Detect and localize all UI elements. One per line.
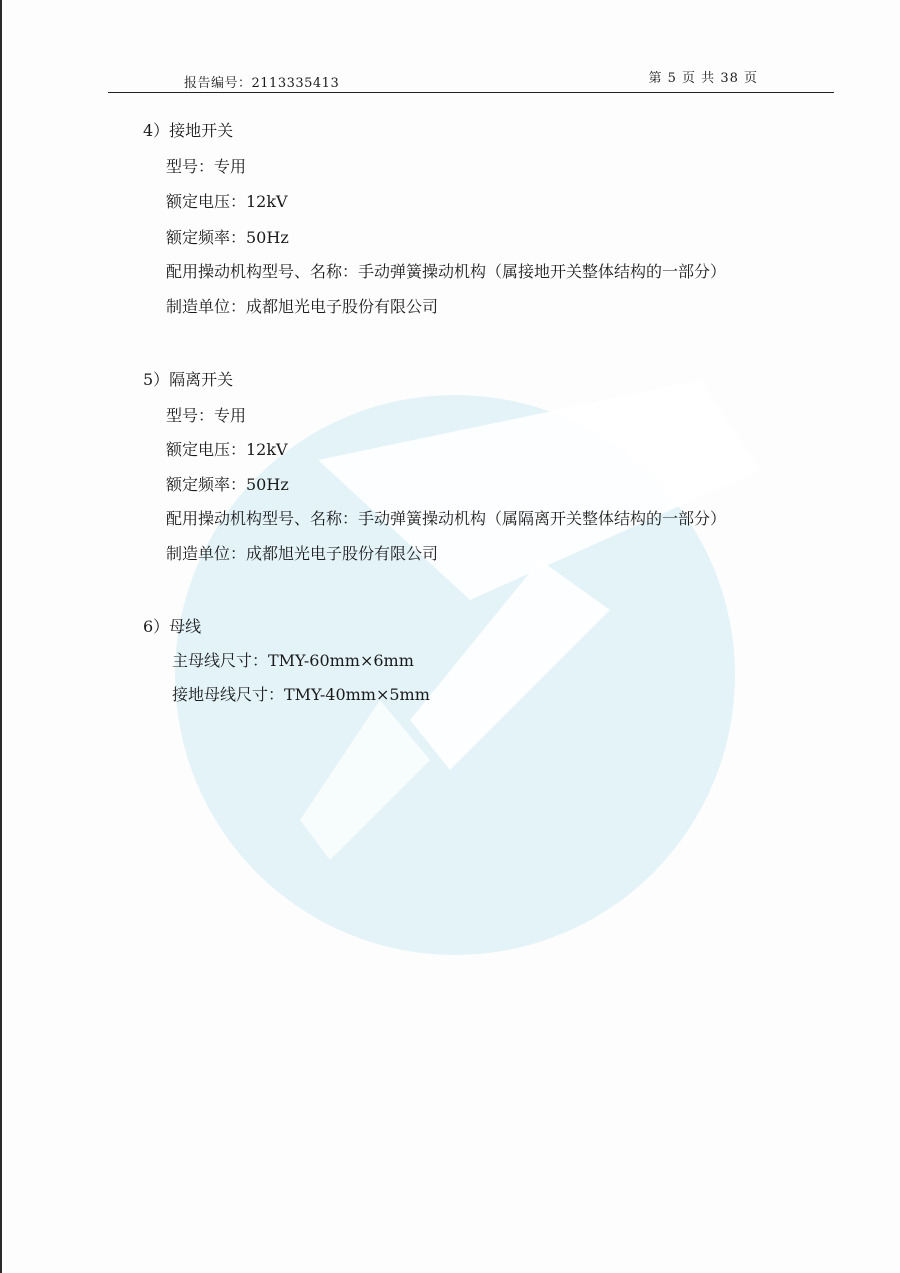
page-number: 第 5 页 共 38 页 xyxy=(648,71,758,86)
section-heading-grounding-switch: 4）接地开关 xyxy=(143,121,234,140)
section-line: 配用操动机构型号、名称：手动弹簧操动机构（属隔离开关整体结构的一部分） xyxy=(166,509,727,528)
section-line: 额定频率：50Hz xyxy=(166,228,289,247)
section-line: 额定电压：12kV xyxy=(166,192,288,211)
section-line: 型号：专用 xyxy=(166,406,247,425)
section-line: 制造单位：成都旭光电子股份有限公司 xyxy=(166,544,439,563)
section-heading-disconnector: 5）隔离开关 xyxy=(143,370,234,389)
section-heading-busbar: 6）母线 xyxy=(143,617,202,636)
section-line: 配用操动机构型号、名称：手动弹簧操动机构（属接地开关整体结构的一部分） xyxy=(166,262,727,281)
section-line: 额定频率：50Hz xyxy=(166,475,289,494)
section-line: 接地母线尺寸：TMY-40mm×5mm xyxy=(172,685,430,704)
section-line: 型号：专用 xyxy=(166,157,247,176)
section-line: 制造单位：成都旭光电子股份有限公司 xyxy=(166,297,439,316)
report-number: 报告编号：2113335413 xyxy=(184,76,340,91)
section-line: 额定电压：12kV xyxy=(166,440,288,459)
section-line: 主母线尺寸：TMY-60mm×6mm xyxy=(172,651,414,670)
